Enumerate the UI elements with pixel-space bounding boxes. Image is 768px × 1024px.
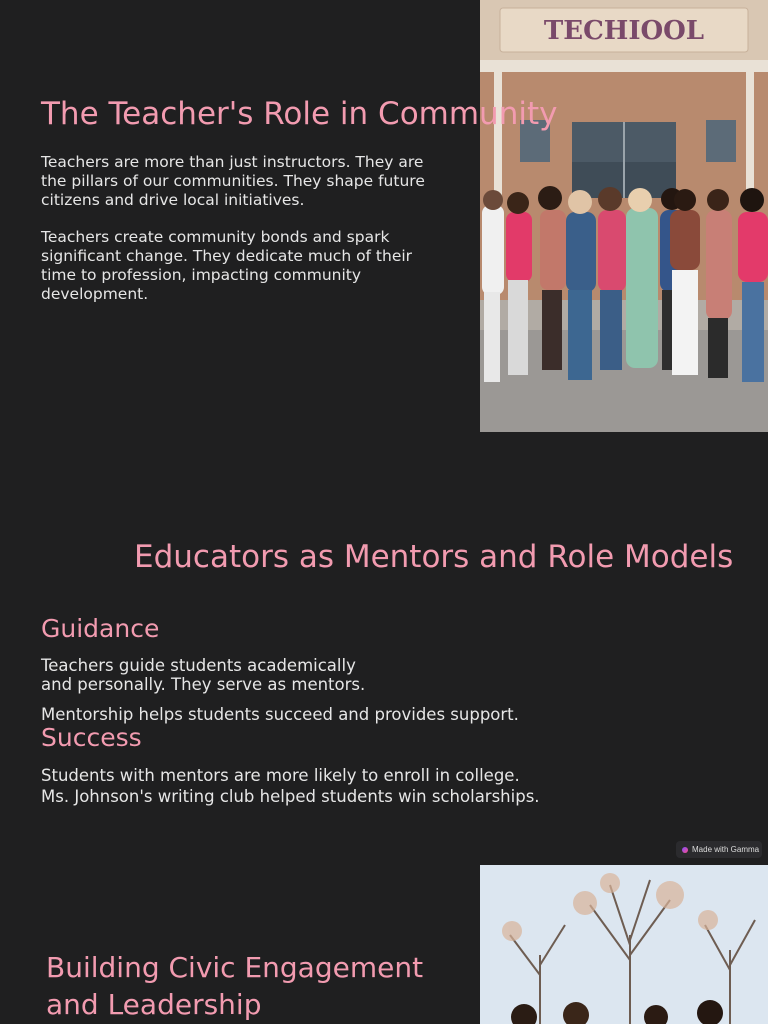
body-paragraph: Teachers are more than just instructors. They are the pillars of our communities. They shape future citizens and drive local initiatives.: [41, 153, 425, 209]
success-line: Students with mentors are more likely to enroll in college.: [41, 766, 520, 785]
success-text: [41, 765, 540, 807]
body-paragraph: Teachers create community bonds and spark significant change. They dedicate much of their time to profession, impacting community development.: [41, 228, 413, 303]
guidance-text: Teachers guide students academically and personally. They serve as mentors.: [41, 656, 366, 694]
slide-title: The Teacher's Role in Community: [41, 96, 558, 132]
slide-title: Educators as Mentors and Role Models: [134, 539, 734, 575]
teachers-photo-illustration: [480, 0, 768, 432]
badge-label: Made with Gamma: [692, 845, 760, 854]
slide-title: Building Civic Engagement and Leadership: [46, 951, 424, 1021]
students-photo: [480, 865, 768, 1024]
section-heading-success: Success: [41, 723, 142, 752]
guidance-text: Mentorship helps students succeed and provides support.: [41, 705, 519, 724]
gamma-logo-icon: [682, 847, 688, 853]
made-with-gamma-badge[interactable]: [676, 841, 762, 858]
teachers-group-photo: [480, 0, 768, 432]
school-sign-text: TECHIOOL: [543, 16, 705, 46]
section-heading-guidance: Guidance: [41, 614, 160, 643]
success-line: Ms. Johnson's writing club helped students win scholarships.: [41, 787, 540, 806]
students-photo-illustration: [480, 865, 768, 1024]
